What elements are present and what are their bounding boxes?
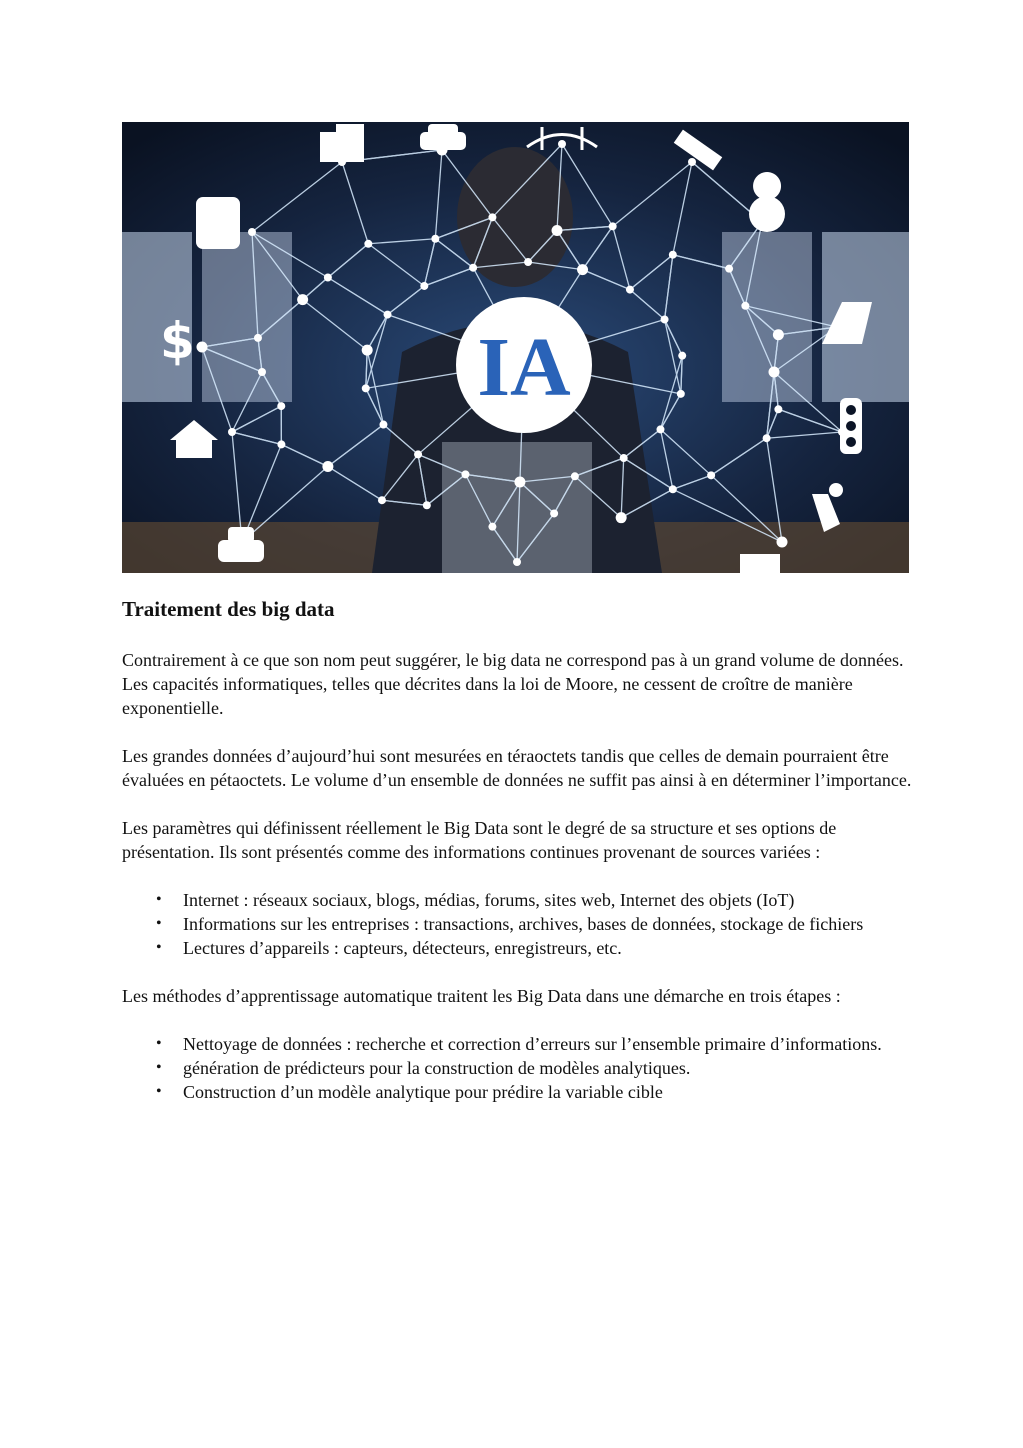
network-node (774, 405, 782, 413)
article (122, 596, 912, 1128)
list-item: • génération de prédicteurs pour la construction de modèles analytiques. (183, 1056, 912, 1080)
article-title: Traitement des big data (122, 597, 335, 621)
network-node (254, 334, 262, 342)
list-item: • Lectures d’appareils : capteurs, détecteurs, enregistreurs, etc. (183, 936, 912, 960)
chip-icon (740, 554, 780, 573)
network-node (324, 274, 332, 282)
network-node (524, 258, 532, 266)
network-node (362, 384, 370, 392)
network-node (777, 537, 788, 548)
network-node (362, 345, 373, 356)
network-node (297, 294, 308, 305)
network-node (558, 140, 566, 148)
network-node (248, 228, 256, 236)
network-node (488, 523, 496, 531)
list-item: • Informations sur les entreprises : transactions, archives, bases de données, stockage de fichiers (183, 912, 912, 936)
network-node (678, 352, 686, 360)
network-node (677, 390, 685, 398)
paragraph: Les méthodes d’apprentissage automatique traitent les Big Data dans une démarche en trois étapes : (122, 986, 841, 1006)
network-node (763, 434, 771, 442)
network-node (364, 240, 372, 248)
steps-list (122, 1032, 912, 1104)
list-item: • Internet : réseaux sociaux, blogs, médias, forums, sites web, Internet des objets (IoT) (183, 888, 912, 912)
bus-icon (196, 197, 240, 249)
network-node (379, 421, 387, 429)
paragraph: Contrairement à ce que son nom peut suggérer, le big data ne correspond pas à un grand volume de données. Les capacités informatiques, telles que décrites dans la loi de Moore, ne cessent de croître de manière exponentielle. (122, 650, 904, 718)
paragraph: Les grandes données d’aujourd’hui sont mesurées en téraoctets tandis que celles de demain pourraient être évaluées en pétaoctets. Le volume d’un ensemble de données ne suffit pas ainsi à en déterminer l’importance. (122, 746, 912, 790)
network-node (277, 402, 285, 410)
svg-text:$: $ (160, 312, 195, 370)
network-node (322, 461, 333, 472)
network-node (197, 342, 208, 353)
network-node (513, 558, 521, 566)
network-node (626, 286, 634, 294)
network-node (616, 512, 627, 523)
hero-image (122, 122, 909, 573)
network-node (669, 485, 677, 493)
network-node (514, 476, 525, 487)
paragraph: Les paramètres qui définissent réellement le Big Data sont le degré de sa structure et ses options de présentation. Ils sont présentés comme des informations continues provenant de sources variées : (122, 818, 837, 862)
network-node (609, 222, 617, 230)
network-node (228, 428, 236, 436)
network-node (707, 471, 715, 479)
network-node (773, 329, 784, 340)
network-node (384, 311, 392, 319)
network-node (577, 264, 588, 275)
network-node (423, 501, 431, 509)
network-node (378, 496, 386, 504)
network-node (741, 302, 749, 310)
network-node (661, 315, 669, 323)
network-node (725, 265, 733, 273)
network-node (414, 450, 422, 458)
network-node (461, 470, 469, 478)
ia-logo-text: IA (477, 321, 571, 414)
network-node (550, 509, 558, 517)
network-node (420, 282, 428, 290)
network-node (258, 368, 266, 376)
list-item: • Nettoyage de données : recherche et correction d’erreurs sur l’ensemble primaire d’informations. (183, 1032, 912, 1056)
network-node (552, 225, 563, 236)
sources-list (122, 888, 912, 960)
network-node (469, 264, 477, 272)
network-node (669, 251, 677, 259)
network-node (769, 367, 780, 378)
network-node (488, 213, 496, 221)
network-node (431, 235, 439, 243)
list-item: • Construction d’un modèle analytique pour prédire la variable cible (183, 1080, 912, 1104)
network-node (688, 158, 696, 166)
traffic-light-icon (840, 398, 862, 454)
network-node (277, 440, 285, 448)
network-node (571, 472, 579, 480)
network-node (620, 454, 628, 462)
ai-network-illustration (122, 122, 909, 573)
network-node (656, 425, 664, 433)
dollar-icon (160, 312, 195, 370)
